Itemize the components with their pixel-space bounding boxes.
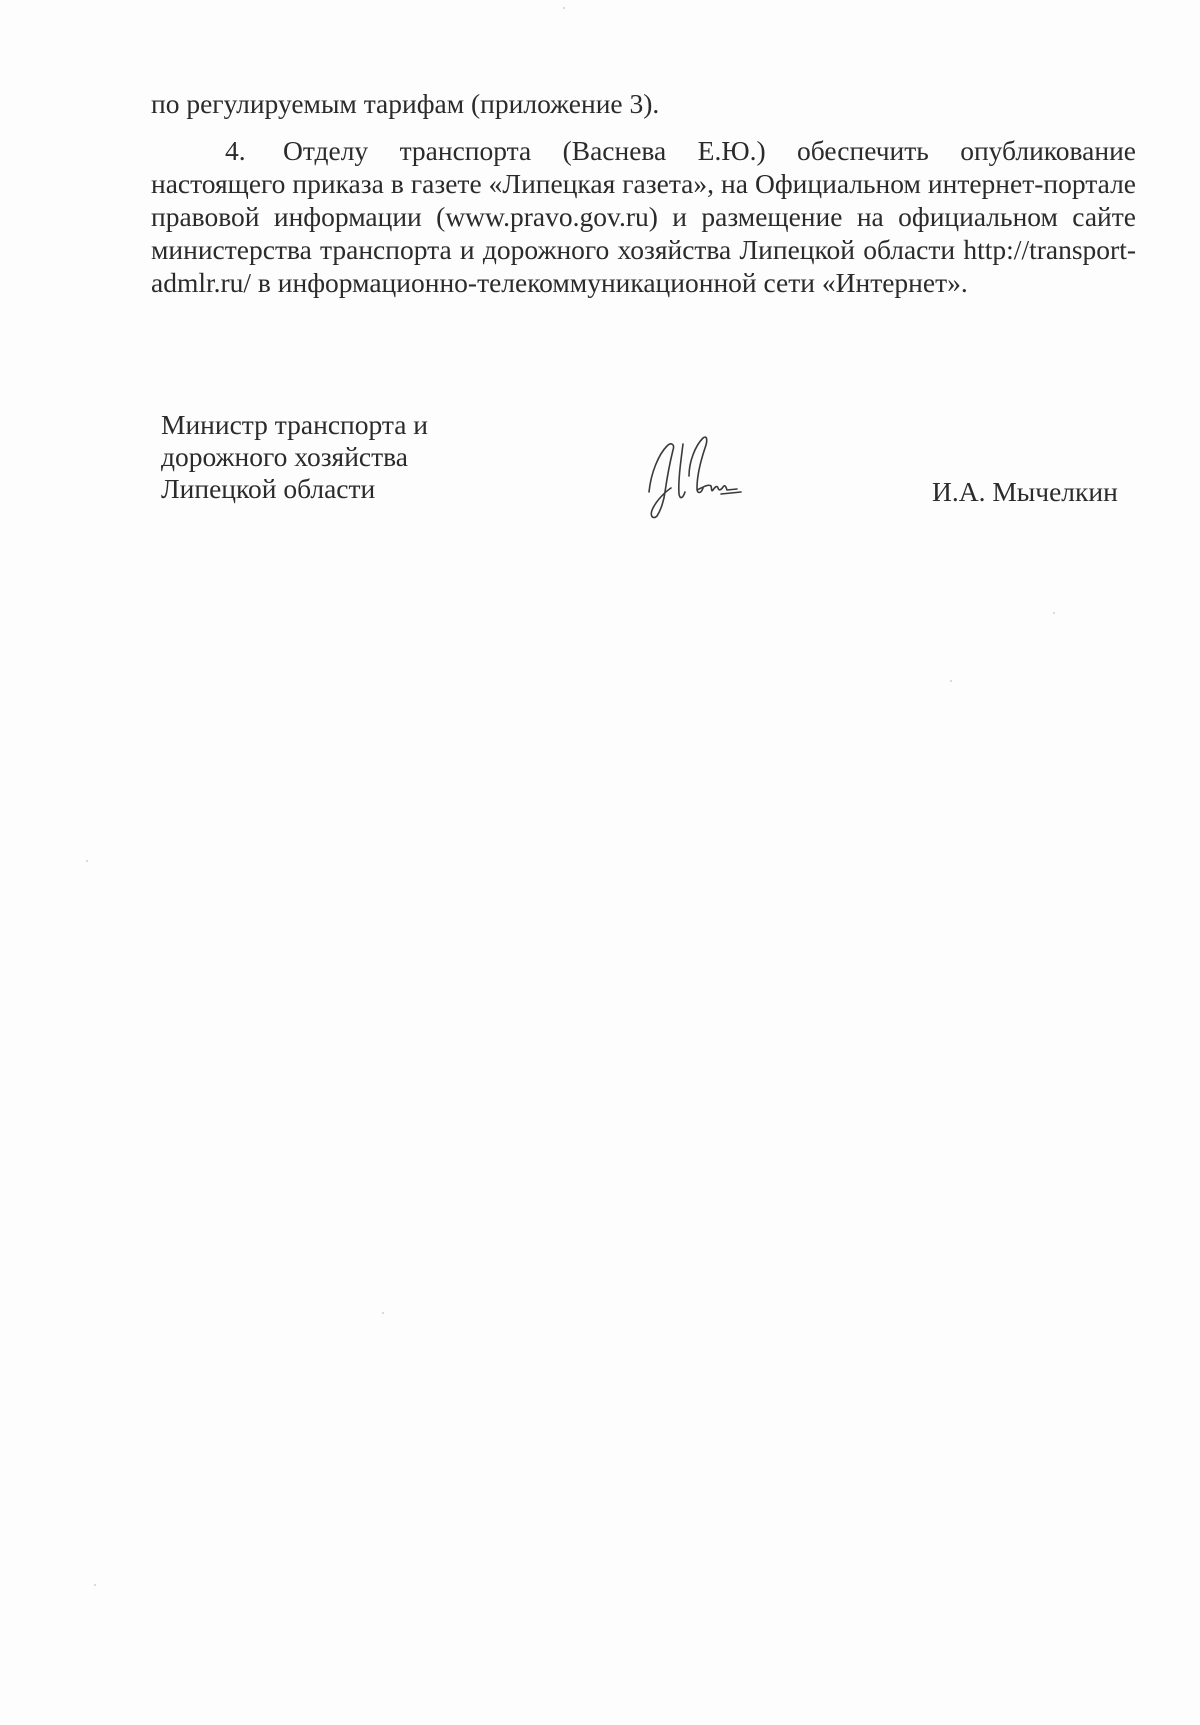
scan-speck [86,860,88,862]
scan-speck [1053,612,1055,614]
continuation-paragraph: по регулируемым тарифам (приложение 3). [151,88,660,119]
item-text: Отделу транспорта (Васнева Е.Ю.) обеспечить опубликование настоящего приказа в газете «Липецкая газета», на Официальном интернет-портале правовой информации (www.pravo.gov.ru) и размещение на официальном сайте министерства транспорта и дорожного хозяйства Липецкой области http://transport-admlr.ru/ в информационно-телекоммуникационной сети «Интернет». [151,135,1136,298]
position-line: Министр транспорта и [161,409,429,440]
paragraph-item-4 [151,134,1136,299]
scan-speck [382,1312,384,1314]
handwritten-signature [645,432,755,522]
signatory-position [161,409,428,505]
scan-speck [94,1584,96,1586]
position-line: Липецкой области [161,473,376,504]
position-line: дорожного хозяйства [161,441,408,472]
item-number: 4. [225,135,246,166]
signer-name: И.А. Мычелкин [932,476,1118,507]
scan-speck [950,680,952,682]
scan-speck [563,7,565,9]
